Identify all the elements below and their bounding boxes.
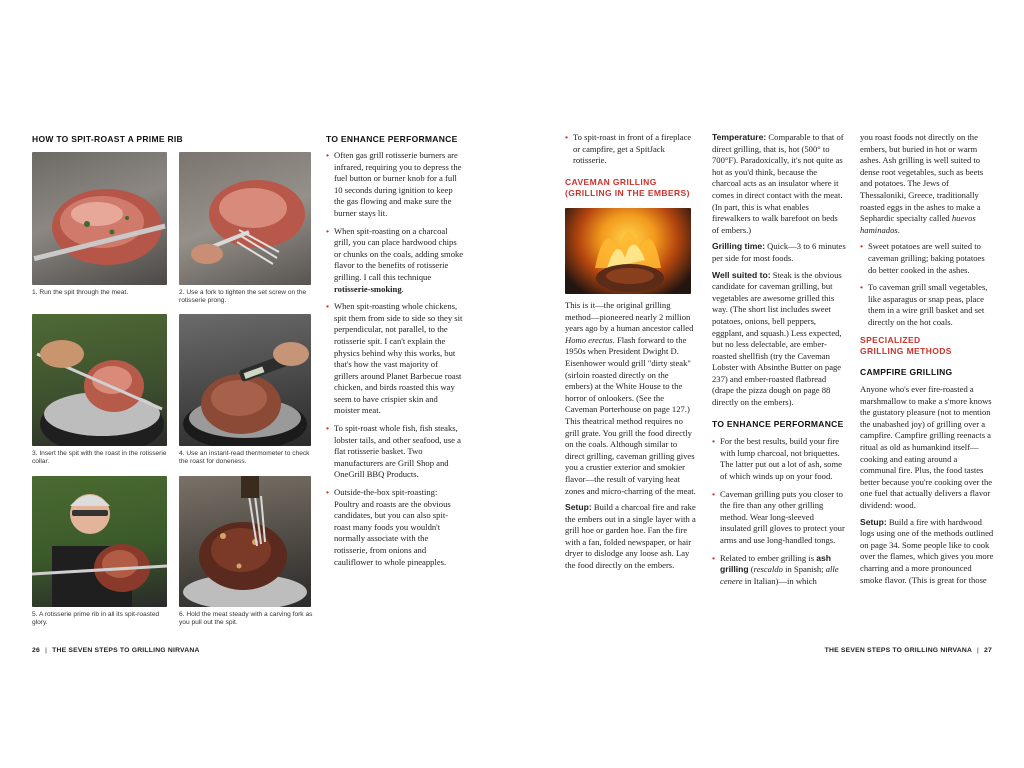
enhance-list [326, 150, 464, 568]
photo-caveman-fire [565, 208, 691, 294]
ash-bullet-2: • To caveman grill small vegetables, like asparagus or snap peas, place them in a wire grill basket and set directly on the hot coals. [860, 282, 994, 328]
page-number-27: 27 [984, 647, 992, 654]
running-title-left: THE SEVEN STEPS TO GRILLING NIRVANA [52, 647, 200, 654]
section-heading: HOW TO SPIT-ROAST A PRIME RIB [32, 134, 183, 144]
enhance-bullet-2: • When spit-roasting on a charcoal grill, you can place hardwood chips or chunks on the coals, adding smoke flavor to the benefits of rotisserie grilling. I call this technique rotisserie-smoking. [326, 226, 464, 296]
spitjack-bullet: • To spit-roast in front of a fireplace or campfire, get a SpitJack rotisserie. [565, 132, 697, 167]
thermometer-illustration [179, 314, 311, 446]
photo-caption-5: 5. A rotisserie prime rib in all its spit-roasted glory. [32, 611, 160, 627]
ash-grilling-continued: you roast foods not directly on the embers, but buried in hot or warm ashes. Ash grilling is well suited to dense root vegetables, such as beets and potatoes. The Jews of Thessaloniki, Greece, traditionally roasted eggs in the ashes to make a Sephardic specialty called huevos haminados. [860, 132, 984, 235]
caveman-heading: CAVEMAN GRILLING (GRILLING IN THE EMBERS) [565, 176, 690, 198]
right-col-1-body [565, 300, 697, 577]
bold-term-rotisserie-smoking: rotisserie-smoking [334, 283, 402, 294]
roast-fork-illustration [179, 152, 311, 285]
photo-caption-6: 6. Hold the meat steady with a carving fork as you pull out the spit. [179, 611, 313, 627]
campfire-setup: Setup: Build a fire with hardwood logs using one of the methods outlined on page 34. Some people like to cook over the flames, which gives you more charring and a more pronounced smoke flavor. (This is great for those [860, 516, 994, 585]
running-title-right: THE SEVEN STEPS TO GRILLING NIRVANA [824, 647, 972, 654]
photo-caption-4: 4. Use an instant-read thermometer to check the roast for doneness. [179, 450, 310, 466]
caveman-setup: Setup: Build a charcoal fire and rake the embers out in a single layer with a grill hoe or garden hoe. Fan the fire with a fan, folded newspaper, or hair dryer to dislodge any loose ash. Lay the food directly on the embers. [565, 502, 696, 571]
spitjack-list [565, 132, 697, 167]
photo-spit-through-meat [32, 152, 167, 285]
page-number-26: 26 [32, 647, 40, 654]
folio-separator: | [45, 647, 48, 654]
right-col-2 [712, 132, 846, 593]
flames-illustration [565, 208, 691, 294]
enhance-list-container [326, 150, 464, 574]
caveman-bullet-3: • Related to ember grilling is ash grilling (rescaldo in Spanish; alle cenere in Italian)—in which [712, 553, 846, 588]
caveman-intro: This is it—the original grilling method—pioneered nearly 2 million years ago by a human ancestor called Homo erectus. Flash forward to the 1950s when President Dwight D. Eisenhower would grill "dirty steak" (sirloin roasted directly on the embers) at the White House to the horror of onlookers. (See the Caveman Porterhouse on page 127.) This theatrical method requires no grill grate. You grill the food directly on the coals. Although similar to direct grilling, caveman grilling gives you a crustier exterior and smokier flavor—the result of varying heat zones and micro-charring of the meat. [565, 300, 696, 496]
right-col-1 [565, 132, 697, 199]
photo-fork-tighten [179, 152, 311, 285]
enhance-bullet-3: • When spit-roasting whole chickens, spit them from side to side so they sit perpendicular, not parallel, to the rotisserie spit. I can't explain the physics behind why this works, but that's how the vast majority of grillers around Planet Barbecue roast chicken, and birds roasted this way seem to have crispier skin and moister meat. [326, 301, 464, 417]
enhance-bullet-4: • To spit-roast whole fish, fish steaks, lobster tails, and other seafood, use a flat rotisserie basket. Two manufacturers are Grill Shop and OneGrill BBQ Products. [326, 423, 464, 481]
enhance-bullet-5: • Outside-the-box spit-roasting: Poultry and roasts are the obvious candidates, but you can also spit-roast many foods you wouldn't normally associate with the rotisserie, from onions and cauliflower to whole pineapples. [326, 487, 464, 568]
grill-roast-illustration [32, 314, 167, 446]
caveman-suited: Well suited to: Steak is the obvious candidate for caveman grilling, but vegetables are awesome grilled this way. (The short list includes sweet potatoes, onions, bell peppers, eggplant, and squash.) Less expected, but no less delectable, are ember-roasted shellfish (try the Caveman Lobster with Absinthe Butter on page 237) and ember-roasted flatbread (drape the pizza dough on page 88 directly on the embers). [712, 269, 842, 408]
enhance-bullet-1: • Often gas grill rotisserie burners are infrared, requiring you to depress the fuel button or burner knob for a full 10 seconds during ignition to keep the gas flowing and make sure the burner stays lit. [326, 150, 464, 220]
campfire-intro: Anyone who's ever fire-roasted a marshmallow to make a s'more knows the gustatory pleasure (not to mention the unabashed joy) of grilling over a campfire. Campfire grilling reenacts a ritual as old as humankind itself—cooking and eating around a communal fire. Plus, the food tastes better because you're cooking over the one fuel that actually delivers a flavor dividend: wood. [860, 384, 993, 511]
enhance-heading-right: TO ENHANCE PERFORMANCE [712, 418, 844, 429]
photo-prime-rib-glory [32, 476, 167, 607]
chef-holding-roast-illustration [32, 476, 167, 607]
roast-illustration [32, 152, 167, 285]
photo-caption-2: 2. Use a fork to tighten the set screw on the rotisserie prong. [179, 289, 307, 305]
photo-carving-fork [179, 476, 311, 607]
folio-left [32, 647, 200, 654]
specialized-methods-heading: SPECIALIZED GRILLING METHODS [860, 334, 952, 356]
photo-insert-spit [32, 314, 167, 446]
photo-caption-1: 1. Run the spit through the meat. [32, 289, 129, 296]
ash-list [860, 241, 994, 328]
folio-separator: | [976, 647, 979, 654]
caveman-bullet-2: • Caveman grilling puts you closer to the fire than any other grilling method. Wear long-sleeved insulated grill gloves to protect your arms and use long-handled tongs. [712, 489, 846, 547]
caveman-bullet-1: • For the best results, build your fire with lump charcoal, not briquettes. The latter put out a lot of ash, some of which winds up on your food. [712, 436, 846, 482]
enhance-heading: TO ENHANCE PERFORMANCE [326, 134, 458, 144]
folio-right [825, 647, 992, 654]
carving-roast-illustration [179, 476, 311, 607]
photo-caption-3: 3. Insert the spit with the roast in the rotisserie collar. [32, 450, 167, 466]
caveman-grilling-time: Grilling time: Quick—3 to 6 minutes per side for most foods. [712, 241, 846, 263]
right-page [512, 0, 1024, 768]
caveman-temperature: Temperature: Comparable to that of direct grilling, that is, hot (500° to 700°F). Paradoxically, it's not quite as hot as you'd think, because the charcoal acts as an insulator where it comes in direct contact with the meat. (In part, this is what enables firewalkers to walk barefoot on beds of embers.) [712, 132, 844, 235]
right-col-3 [860, 132, 994, 591]
photo-thermometer [179, 314, 311, 446]
caveman-enhance-list [712, 436, 846, 587]
campfire-heading: CAMPFIRE GRILLING [860, 366, 953, 377]
ash-bullet-1: • Sweet potatoes are well suited to caveman grilling; baking potatoes do better cooked in the ashes. [860, 241, 994, 276]
